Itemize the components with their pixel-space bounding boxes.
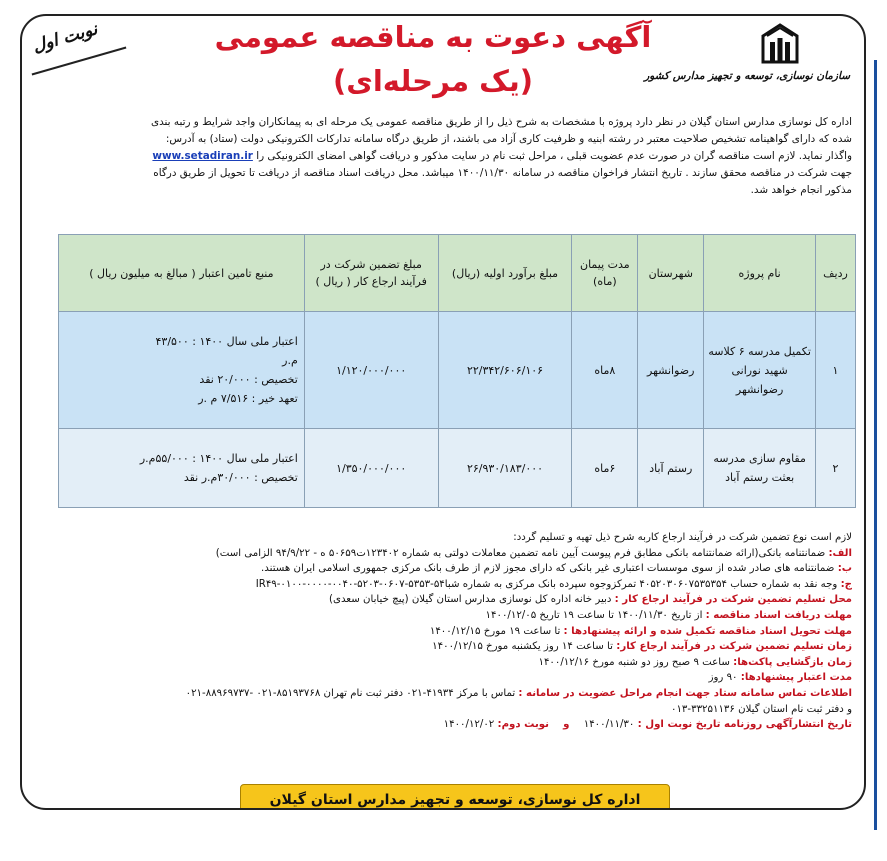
setad-url-link[interactable]: www.setadiran.ir [152, 150, 253, 162]
school-building-emblem-icon [757, 22, 803, 68]
intro-line: اداره کل نوسازی مدارس استان گیلان در نظر دارد پروژه با مشخصات به شرح ذیل را از طریق مناقصه عمومی یک مرحله ای به پیمانکاران واجد شرایط و رتبه بندی [150, 116, 852, 128]
estimate-amount: ۲۲/۳۴۲/۶۰۶/۱۰۶ [438, 312, 572, 429]
detail-text: از تاریخ ۱۴۰۰/۱۱/۳۰ تا ساعت ۱۹ تاریخ ۱۴۰۰/۱۲/۰۵ [485, 609, 706, 621]
intro-line [34, 148, 852, 165]
detail-text: ضمانتنامه بانکی(ارائه ضمانتنامه بانکی مطابق فرم پیوست آیین نامه تضمین معاملات دولتی به شماره ۱۲۳۴۰۲ت۵۰۶۵۹ ه - ۹۴/۹/۲۲ الزامی است) [215, 547, 829, 559]
funding-line: تخصیص : ۳۰/۰۰۰م.ر نقد [183, 471, 298, 484]
detail-text: تا ساعت ۱۹ مورخ ۱۴۰۰/۱۲/۱۵ [429, 625, 564, 637]
detail-label: تاریخ انتشارآگهی روزنامه تاریخ نوبت اول : [637, 719, 852, 731]
intro-paragraph [34, 114, 852, 199]
project-name: تکمیل مدرسه ۶ کلاسه شهید نورانی رضوانشهر [704, 312, 816, 429]
duration: ۸ماه [572, 312, 638, 429]
funding-line: م.ر [282, 354, 298, 367]
project-name: مقاوم سازی مدرسه بعثت رستم آباد [704, 429, 816, 508]
org-logo [644, 22, 850, 82]
duration: ۶ماه [572, 429, 638, 508]
intro-line: مذکور انجام خواهد شد. [750, 184, 852, 196]
details-line [34, 670, 852, 686]
detail-label: ج: [840, 578, 852, 590]
side-rule [874, 60, 877, 830]
intro-line: جهت شرکت در مناقصه محقق سازند . تاریخ انتشار فراخوان مناقصه در سامانه ۱۴۰۰/۱۱/۳۰ میباشد. محل دریافت اسناد مناقصه از دریافت تا تحویل از طریق درگاه [153, 167, 852, 179]
table-row [59, 312, 856, 429]
details-line [34, 624, 852, 640]
details-line [34, 546, 852, 562]
detail-label: مدت اعتبار پیشنهادها: [740, 672, 852, 684]
detail-text: وجه نقد به شماره حساب ۴۰۵۲۰۳۰۶۰۷۵۳۵۳۵۴ تمرکزوجوه سپرده بانک مرکزی به شماره شباIR۴۹-۰۱۰۰-۰۰۰۰-۰۰۴۰-۵۲۰۳-۰۶۰۷-۵۳۵۳-۵۴ [255, 578, 841, 590]
detail-label: اطلاعات تماس سامانه ستاد جهت انجام مراحل عضویت در سامانه : [518, 687, 852, 699]
detail-text: دبیر خانه اداره کل نوسازی مدارس استان گیلان (پیچ خیابان سعدی) [329, 594, 615, 606]
funding-line: اعتبار ملی سال ۱۴۰۰ : ۴۳/۵۰۰ [155, 335, 298, 348]
detail-text: ۱۴۰۰/۱۲/۰۲ [443, 719, 498, 731]
col-row-number: ردیف [816, 235, 856, 312]
round-badge: نوبت اول [30, 19, 100, 57]
col-project-name: نام پروژه [704, 235, 816, 312]
notice-header [22, 16, 864, 112]
detail-label: مهلت تحویل اسناد مناقصه تکمیل شده و ارائه پیشنهادها : [563, 625, 852, 637]
details-line [34, 592, 852, 608]
detail-label: و [549, 719, 584, 731]
detail-text: ۱۴۰۰/۱۱/۳۰ [583, 719, 638, 731]
tender-notice-frame [20, 14, 866, 810]
city: رستم آباد [638, 429, 704, 508]
row-number: ۱ [816, 312, 856, 429]
details-line [34, 577, 852, 593]
detail-label: زمان بازگشایی پاکت‌ها: [733, 656, 852, 668]
detail-text: ضمانتنامه های صادر شده از سوی موسسات اعتباری غیر بانکی که دارای مجوز لازم از طرف بانک مرکزی جمهوری اسلامی ایران هستند. [261, 563, 838, 575]
funding-line: تعهد خیر : ۷/۵۱۶ م .ر [198, 392, 298, 405]
notice-title: آگهی دعوت به مناقصه عمومی [214, 20, 652, 54]
detail-label: ب: [837, 563, 852, 575]
city: رضوانشهر [638, 312, 704, 429]
details-line [34, 608, 852, 624]
intro-line: شده که دارای گواهینامه تشخیص صلاحیت معتبر در رشته ابنیه و ظرفیت کاری آزاد می باشند، از طریق درگاه سامانه تدارکات الکترونیکی دولت (ستاد) به آدرس: [165, 133, 852, 145]
projects-table [58, 234, 856, 508]
details-line [34, 717, 852, 733]
detail-text: ساعت ۹ صبح روز دو شنبه مورخ ۱۴۰۰/۱۲/۱۶ [538, 656, 734, 668]
footer-org-name: اداره کل نوسازی، توسعه و تجهیز مدارس استان گیلان [240, 784, 670, 810]
detail-text: تا ساعت ۱۴ روز یکشنبه مورخ ۱۴۰۰/۱۲/۱۵ [432, 641, 617, 653]
detail-label: نوبت دوم: [497, 719, 549, 731]
col-duration: مدت پیمان (ماه) [572, 235, 638, 312]
col-city: شهرستان [638, 235, 704, 312]
intro-line-text: واگذار نماید. لازم است مناقصه گران در صورت عدم عضویت قبلی ، مراحل ثبت نام در سایت مذکور و دریافت گواهی امضای الکترونیکی را [256, 150, 852, 162]
details-line [34, 686, 852, 702]
details-line: و دفتر ثبت نام استان گیلان ۳۳۲۵۱۱۳۶-۰۱۳ [670, 703, 852, 715]
estimate-amount: ۲۶/۹۳۰/۱۸۳/۰۰۰ [438, 429, 572, 508]
col-estimate: مبلغ برآورد اولیه (ریال) [438, 235, 572, 312]
details-line [34, 655, 852, 671]
tender-details [34, 530, 852, 733]
guarantee-amount: ۱/۳۵۰/۰۰۰/۰۰۰ [304, 429, 438, 508]
details-line [34, 561, 852, 577]
funding-line: تخصیص : ۲۰/۰۰۰ نقد [199, 373, 298, 386]
funding-source [59, 312, 305, 429]
funding-source [59, 429, 305, 508]
row-number: ۲ [816, 429, 856, 508]
guarantee-amount: ۱/۱۲۰/۰۰۰/۰۰۰ [304, 312, 438, 429]
detail-label: الف: [828, 547, 852, 559]
table-header-row [59, 235, 856, 312]
col-funding: منبع تامین اعتبار ( مبالغ به میلیون ریال ) [59, 235, 305, 312]
detail-text: ۹۰ روز [708, 672, 741, 684]
detail-label: محل تسلیم تضمین شرکت در فرآیند ارجاع کار : [614, 594, 852, 606]
org-logo-caption: سازمان نوسازی، توسعه و تجهیز مدارس کشور [644, 70, 850, 82]
notice-subtitle: (یک مرحله‌ای) [332, 64, 534, 98]
detail-text: تماس با مرکز ۴۱۹۳۴-۰۲۱ دفتر ثبت نام تهران ۸۵۱۹۳۷۶۸-۰۲۱ -۸۸۹۶۹۷۳۷-۰۲۱ [185, 687, 519, 699]
detail-label: زمان تسلیم تضمین شرکت در فرآیند ارجاع کار: [616, 641, 852, 653]
table-row [59, 429, 856, 508]
detail-label: مهلت دریافت اسناد مناقصه : [705, 609, 852, 621]
col-guarantee: مبلغ تضمین شرکت در فرآیند ارجاع کار ( ریال ) [304, 235, 438, 312]
funding-line: اعتبار ملی سال ۱۴۰۰ : ۵۵/۰۰۰م.ر [139, 452, 298, 465]
details-line [34, 639, 852, 655]
details-line: لازم است نوع تضمین شرکت در فرآیند ارجاع کاربه شرح ذیل تهیه و تسلیم گردد: [513, 532, 852, 543]
